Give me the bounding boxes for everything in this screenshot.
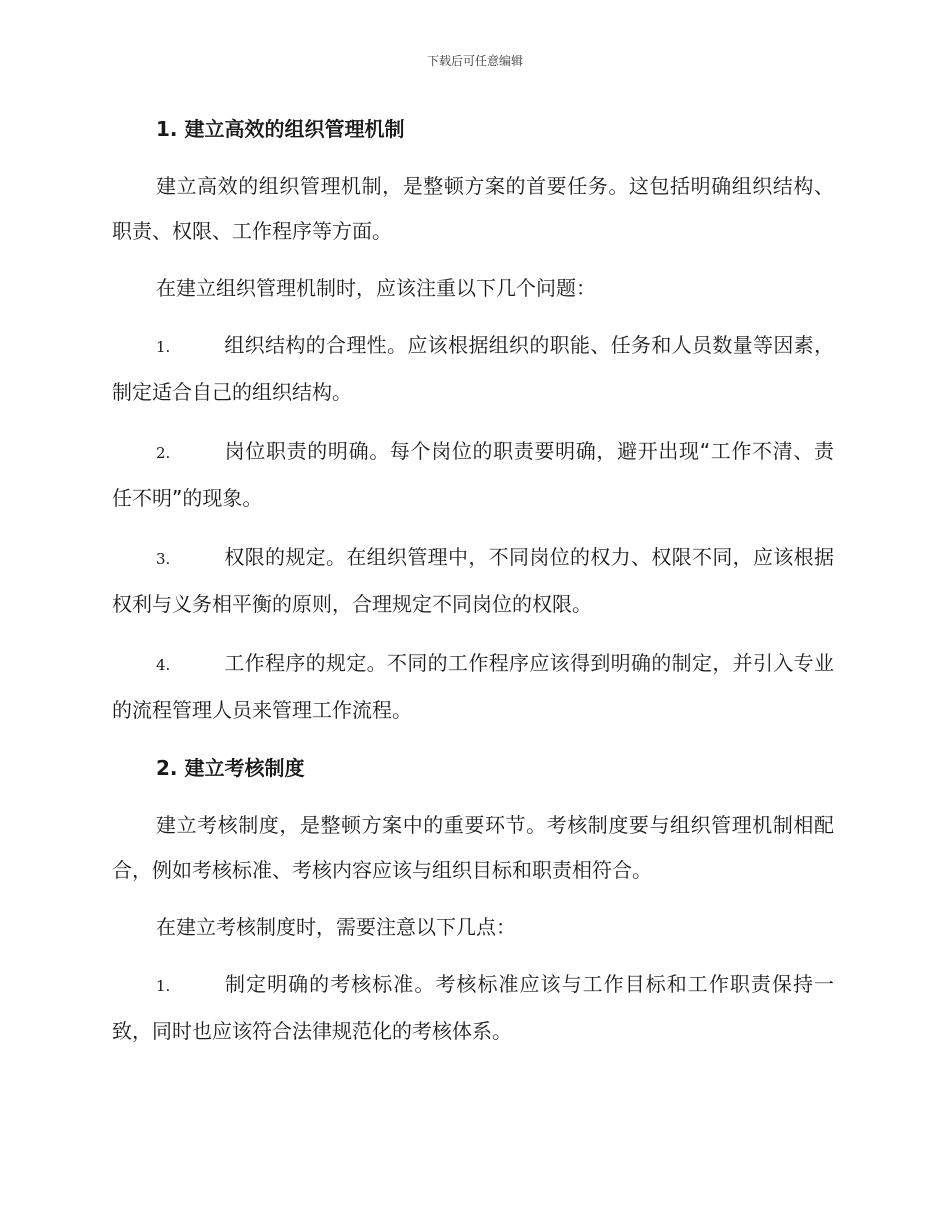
page-header: 下载后可任意编辑 [426, 54, 523, 68]
list-item [112, 323, 834, 415]
list-item-text: 权限的规定。在组织管理中，不同岗位的权力、权限不同，应该根据权利与义务相平衡的原则，合理规定不同岗位的权限。 [112, 545, 834, 616]
list-item-number: 1. [156, 338, 171, 356]
list-item [112, 535, 834, 627]
section-2-lead: 在建立考核制度时，需要注意以下几点： [156, 915, 516, 939]
section-1-heading: 1. 建立高效的组织管理机制 [156, 117, 405, 141]
list-item-text: 制定明确的考核标准。考核标准应该与工作目标和工作职责保持一致，同时也应该符合法律规范化的考核体系。 [112, 972, 834, 1043]
list-item-number: 3. [156, 550, 171, 568]
document-body [112, 112, 834, 1054]
section-2-heading: 2. 建立考核制度 [156, 756, 305, 780]
list-item [112, 429, 834, 521]
section-1-intro: 建立高效的组织管理机制，是整顿方案的首要任务。这包括明确组织结构、职责、权限、工作程序等方面。 [112, 174, 834, 243]
section-1-lead: 在建立组织管理机制时，应该注重以下几个问题： [156, 276, 596, 300]
list-item-text: 工作程序的规定。不同的工作程序应该得到明确的制定，并引入专业的流程管理人员来管理工作流程。 [112, 651, 834, 722]
list-item-number: 2. [156, 444, 171, 462]
list-item [112, 641, 834, 733]
list-item-text: 岗位职责的明确。每个岗位的职责要明确，避开出现“工作不清、责任不明”的现象。 [112, 439, 834, 510]
list-item-number: 1. [156, 977, 171, 995]
list-item-text: 组织结构的合理性。应该根据组织的职能、任务和人员数量等因素，制定适合自己的组织结构。 [112, 333, 834, 404]
list-item-number: 4. [156, 656, 171, 674]
list-item [112, 962, 834, 1054]
section-2-intro: 建立考核制度，是整顿方案中的重要环节。考核制度要与组织管理机制相配合，例如考核标准、考核内容应该与组织目标和职责相符合。 [112, 813, 834, 882]
